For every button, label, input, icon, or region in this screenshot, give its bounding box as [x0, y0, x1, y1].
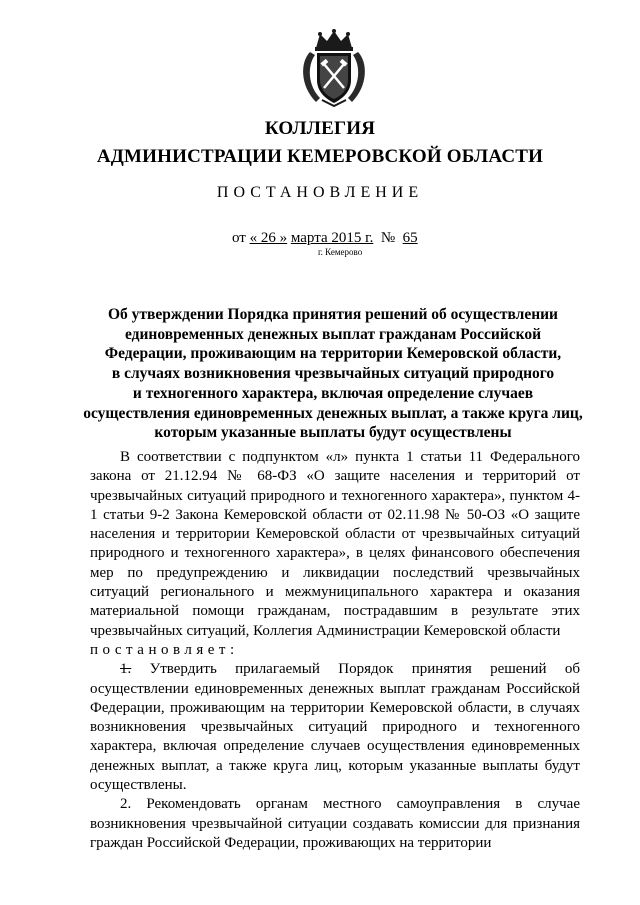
- subject-line: которым указанные выплаты будут осуществлены: [154, 424, 512, 442]
- org-name-line2: АДМИНИСТРАЦИИ КЕМЕРОВСКОЙ ОБЛАСТИ: [96, 146, 544, 167]
- item-2-paragraph: [90, 795, 580, 853]
- document-type: ПОСТАНОВЛЕНИЕ: [216, 184, 424, 201]
- document-body: [90, 448, 580, 853]
- resolves-word: постановляет:: [90, 641, 239, 658]
- document-number: 65: [402, 230, 418, 246]
- subject-line: единовременных денежных выплат гражданам Российской: [124, 325, 542, 343]
- subject-line: Об утверждении Порядка принятия решений об осуществлении: [108, 306, 558, 323]
- document-date-number: [232, 230, 418, 247]
- subject-line: Федерации, проживающим на территории Кемеровской области,: [104, 345, 562, 363]
- subject-line: осуществления единовременных денежных выплат, а также круга лиц,: [83, 404, 583, 422]
- item-1-text: Утвердить прилагаемый Порядок принятия решений об осуществлении единовременных денежных выплат гражданам Российской Федерации, проживающим на территории Кемеровской области, в случаях возникновения чрезвычайных ситуаций природного и техногенного характера, включая определение случаев осуществления единовременных денежных выплат, а также круга лиц, которым указанные выплаты будут осуществлены.: [90, 661, 580, 794]
- org-name-line1: КОЛЛЕГИЯ: [264, 118, 376, 139]
- item-2-text: Рекомендовать органам местного самоуправления в случае возникновения чрезвычайной ситуации создавать комиссии для признания граждан Российской Федерации, проживающих на территории: [90, 796, 580, 851]
- document-subject: [60, 305, 606, 443]
- subject-line: в случаях возникновения чрезвычайных ситуаций природного: [111, 365, 555, 383]
- date-month-year: марта 2015 г.: [290, 230, 374, 246]
- kemerovo-coat-of-arms-icon: [296, 28, 372, 108]
- item-1-paragraph: [90, 660, 580, 795]
- city: г. Кемерово: [318, 247, 363, 257]
- date-prefix: от: [232, 230, 246, 246]
- subject-line: и техногенного характера, включая определение случаев: [132, 384, 534, 402]
- number-sign: №: [380, 230, 396, 246]
- date-day: « 26 »: [249, 230, 288, 246]
- item-1-number: 1.: [120, 661, 132, 678]
- preamble-paragraph: В соответствии с подпунктом «л» пункта 1 статьи 11 Федерального закона от 21.12.94 № 68-ФЗ «О защите населения и территорий от чрезвычайных ситуаций природного и техногенного характера», пунктом 4-1 статьи 9-2 Закона Кемеровской области от 02.11.98 № 50-ОЗ «О защите населения и территории Кемеровской области от чрезвычайных ситуаций природного и техногенного характера», в целях финансового обеспечения мер по предупреждению и ликвидации последствий чрезвычайных ситуаций регионального и межмуниципального характера и оказания материальной помощи гражданам, пострадавшим в результате этих чрезвычайных ситуаций, Коллегия Администрации Кемеровской области: [90, 449, 580, 639]
- item-2-number: 2.: [120, 796, 132, 813]
